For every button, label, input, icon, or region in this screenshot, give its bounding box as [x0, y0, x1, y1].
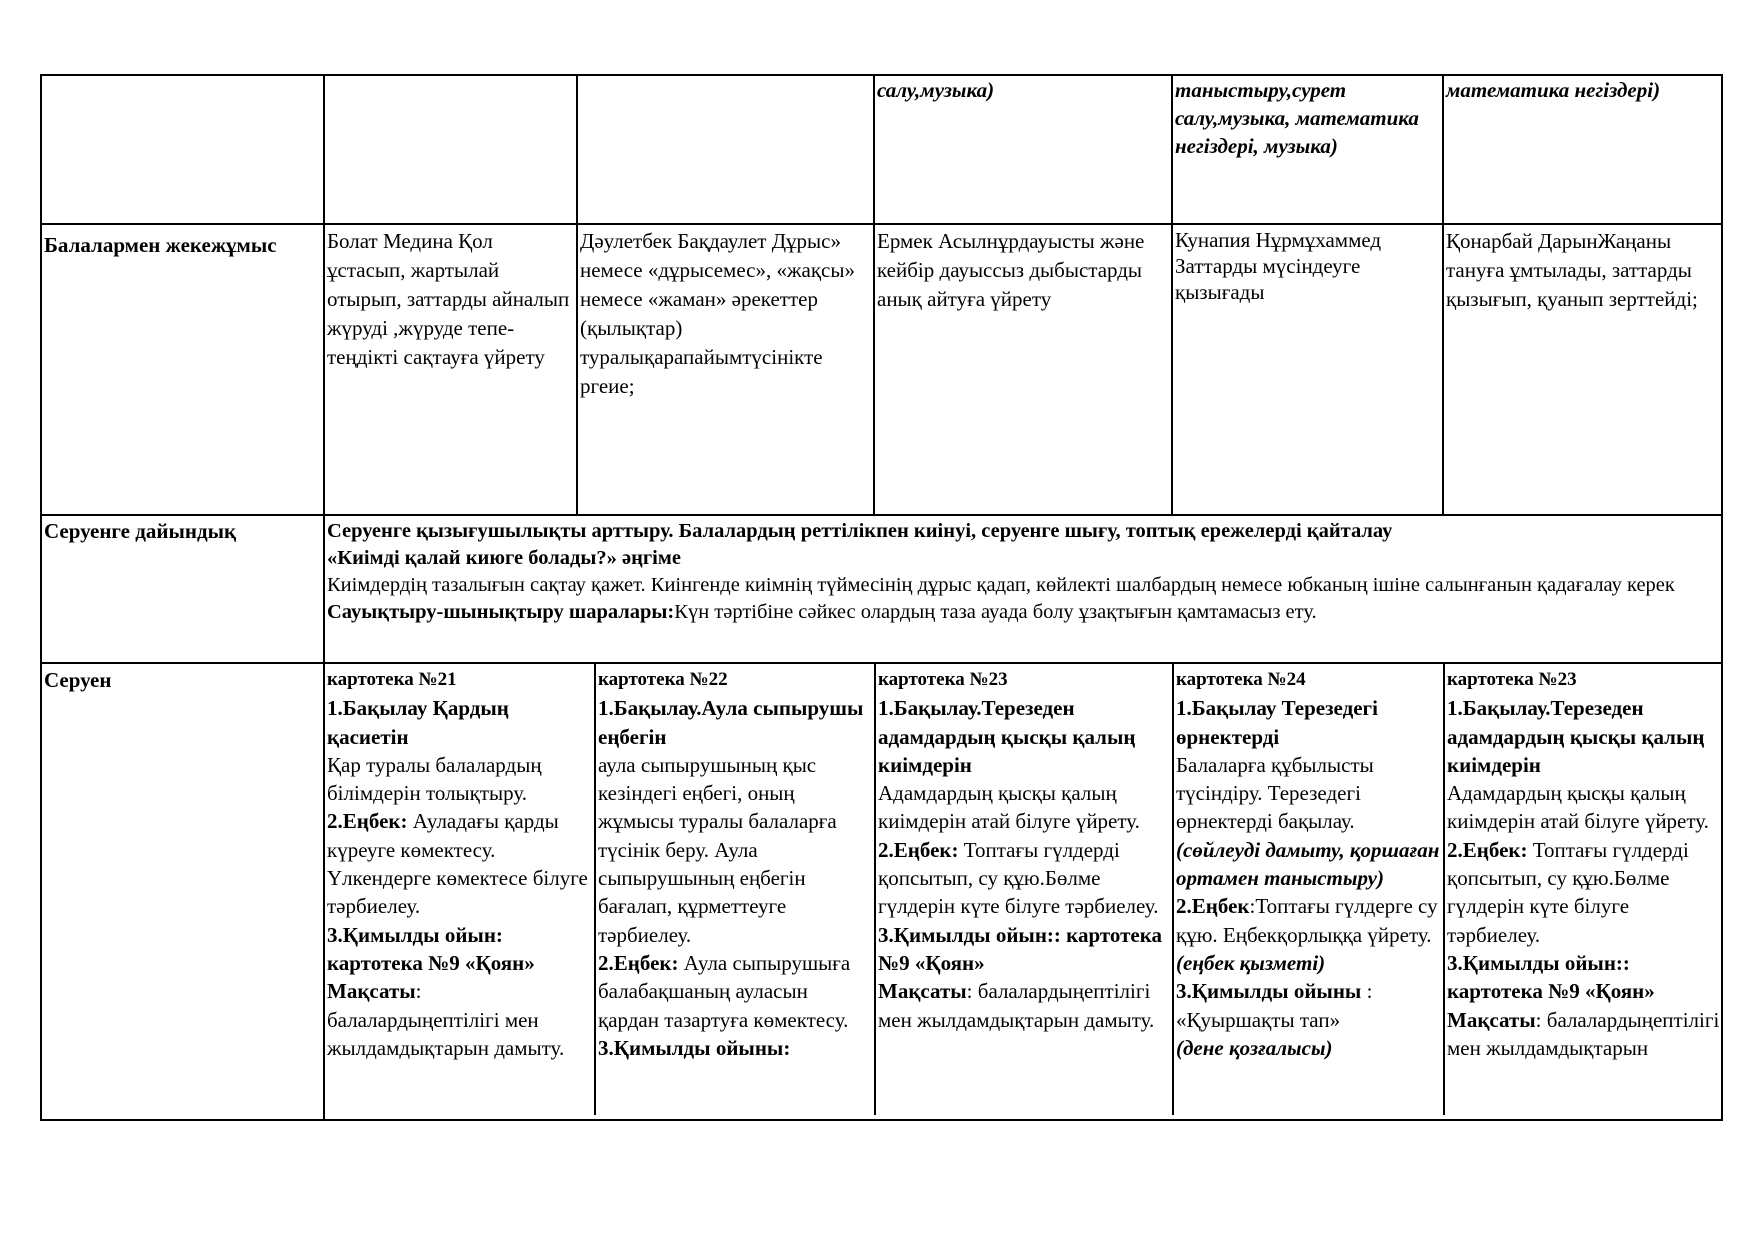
prep-line-4	[327, 599, 1719, 626]
walk-prep-row	[41, 515, 1722, 663]
walk-5-goal	[1447, 1006, 1721, 1063]
walk-4-work	[1176, 892, 1441, 949]
walk-2-work-text: Аула сыпырушыға балабақшаның ауласын қардан тазартуға көмектесу.	[598, 950, 851, 1032]
walk-content	[324, 663, 1722, 1120]
walk-1-work-label: 2.Еңбек:	[327, 809, 408, 834]
walk-2-observation-text: аула сыпырушының қыс кезіндегі еңбегі, оның жұмысы туралы балаларға түсінік беру. Аула сыпырушының еңбегін бағалап, құрметтеуге тәрбиелеу.	[598, 752, 837, 947]
walk-cell-4	[1173, 664, 1444, 1115]
cell-top-5: математика негіздері)	[1443, 75, 1722, 224]
walk-4-observation-text: Балаларға құбылысты түсіндіру. Терезедегі өрнектерді бақылау.	[1176, 752, 1374, 834]
walk-4-observation: 1.Бақылау Терезедегі өрнектерді	[1176, 696, 1378, 749]
individual-cell-4: Кунапия Нұрмұхаммед Заттарды мүсіндеуге қызығады	[1172, 224, 1443, 515]
walk-5-work-label: 2.Еңбек:	[1447, 837, 1528, 862]
walk-cell-3	[875, 664, 1173, 1115]
walk-5-observation: 1.Бақылау.Терезеден адамдардың қысқы қалың киімдерін	[1447, 696, 1705, 777]
prep-line-4-bold: Сауықтыру-шынықтыру шаралары:	[327, 601, 675, 623]
walk-3-observation: 1.Бақылау.Терезеден адамдардың қысқы қалың киімдерін	[878, 696, 1136, 777]
prep-line-2: «Киімді қалай киюге болады?» әңгіме	[327, 547, 681, 569]
individual-cell-5: Қонарбай ДарынЖаңаны тануға ұмтылады, заттарды қызығып, қуанып зерттейді;	[1443, 224, 1722, 515]
walk-1-work	[327, 807, 592, 864]
walk-cell-2	[595, 664, 875, 1115]
walk-5-goal-text: : балалардыңептілігі мен жылдамдықтарын	[1447, 1007, 1720, 1060]
walk-4-observation-note: (сөйлеуді дамыту, қоршаған ортамен таныстыру)	[1176, 837, 1440, 891]
walk-1-observation: 1.Бақылау Қардың қасиетін	[327, 696, 509, 749]
walk-4-game	[1176, 977, 1441, 1034]
prep-line-3: Киімдердің тазалығын сақтау қажет. Киінгенде киімнің түймесінің дұрыс қадап, көйлекті шалбардың немесе юбканың ішіне салынғанын қадағалау керек	[327, 574, 1675, 596]
walk-3-work-text: Топтағы гүлдерді қопсытып, су құю.Бөлме гүлдерін күте білуге тәрбиелеу.	[878, 837, 1159, 919]
walk-3-work	[878, 836, 1170, 921]
walk-3-goal-label: Мақсаты	[878, 979, 967, 1004]
walk-row	[41, 663, 1722, 1120]
walk-5-card: картотека №23	[1447, 669, 1577, 690]
walk-1-observation-text: Қар туралы балалардың білімдерін толықтыру.	[327, 752, 542, 806]
walk-3-card: картотека №23	[878, 669, 1008, 690]
walk-1-goal-label: Мақсаты	[327, 979, 416, 1004]
walk-4-game-note: (дене қозғалысы)	[1176, 1035, 1333, 1060]
walk-3-goal	[878, 977, 1170, 1034]
walk-4-work-text: :Топтағы гүлдерге су құю. Еңбекқорлыққа үйрету.	[1176, 894, 1438, 947]
walk-2-game: 3.Қимылды ойыны:	[598, 1035, 791, 1060]
continuation-row	[41, 75, 1722, 224]
individual-cell-3: Ермек Асылнұрдауысты және кейбір дауыссыз дыбыстарды анық айтуға үйрету	[874, 224, 1172, 515]
walk-5-observation-text: Адамдардың қысқы қалың киімдерін атай білуге үйрету.	[1447, 781, 1709, 834]
walk-2-work-label: 2.Еңбек:	[598, 950, 679, 975]
walk-cell-5	[1444, 664, 1722, 1115]
walk-1-card: картотека №21	[327, 669, 457, 690]
walk-4-card: картотека №24	[1176, 669, 1306, 690]
prep-line-1: Серуенге қызығушылықты арттыру. Балалардың реттілікпен киінуі, серуенге шығу, топтық ережелерді қайталау	[327, 520, 1393, 542]
walk-prep-content	[324, 515, 1722, 663]
walk-3-observation-text: Адамдардың қысқы қалың киімдерін атай білуге үйрету.	[878, 781, 1140, 834]
walk-3-game: 3.Қимылды ойын:: картотека №9 «Қоян»	[878, 922, 1163, 975]
plan-table	[40, 74, 1723, 1121]
cell-top-3: салу,музыка)	[874, 75, 1172, 224]
walk-4-game-label: 3.Қимылды ойыны	[1176, 979, 1362, 1004]
prep-line-4-rest: Күн тәртібіне сәйкес олардың таза ауада болу ұзақтығын қамтамасыз ету.	[674, 601, 1317, 623]
walk-3-work-label: 2.Еңбек:	[878, 837, 959, 862]
walk-2-card: картотека №22	[598, 669, 728, 690]
walk-1-goal	[327, 977, 592, 1062]
cell-empty-label	[41, 75, 324, 224]
walk-5-work-text: Топтағы гүлдерді қопсытып, су құю.Бөлме гүлдерін күте білуге тәрбиелеу.	[1447, 837, 1689, 947]
walk-1-game: 3.Қимылды ойын: картотека №9 «Қоян»	[327, 922, 535, 975]
walk-cell-1	[325, 664, 595, 1115]
walk-3-goal-text: : балалардыңептілігі мен жылдамдықтарын дамыту.	[878, 979, 1155, 1032]
walk-inner-table	[325, 664, 1722, 1115]
walk-1-work-text-2: Үлкендерге көмектесе білуге тәрбиелеу.	[327, 866, 588, 919]
individual-work-row	[41, 224, 1722, 515]
walk-1-goal-text: : балалардыңептілігі мен жылдамдықтарын дамыту.	[327, 979, 565, 1060]
walk-2-work	[598, 949, 872, 1034]
walk-5-work	[1447, 836, 1721, 949]
walk-prep-label: Серуенге дайындық	[41, 515, 324, 663]
individual-cell-2: Дәулетбек Бақдаулет Дұрыс» немесе «дұрысемес», «жақсы» немесе «жаман» әрекеттер (қылықтар) туралықарапайымтүсінікте ргеие;	[577, 224, 874, 515]
walk-5-goal-label: Мақсаты	[1447, 1007, 1536, 1032]
walk-5-game: 3.Қимылды ойын:: картотека №9 «Қоян»	[1447, 950, 1655, 1004]
individual-work-label: Балалармен жекежұмыс	[41, 224, 324, 515]
cell-top-4: таныстыру,сурет салу,музыка, математика негіздері, музыка)	[1172, 75, 1443, 224]
walk-1-work-text: Ауладағы қарды күреуге көмектесу.	[327, 809, 559, 862]
walk-4-work-note: (еңбек қызметі)	[1176, 950, 1326, 975]
walk-2-observation: 1.Бақылау.Аула сыпырушы еңбегін	[598, 696, 864, 749]
cell-empty-1	[324, 75, 577, 224]
walk-4-game-text: : «Қуыршақты тап»	[1176, 979, 1373, 1032]
individual-cell-1: Болат Медина Қол ұстасып, жартылай отырып, заттарды айналып жүруді ,жүруде тепе-теңдікті сақтауға үйрету	[324, 224, 577, 515]
walk-label: Серуен	[41, 663, 324, 1120]
cell-empty-2	[577, 75, 874, 224]
walk-4-work-label: 2.Еңбек	[1176, 894, 1250, 919]
